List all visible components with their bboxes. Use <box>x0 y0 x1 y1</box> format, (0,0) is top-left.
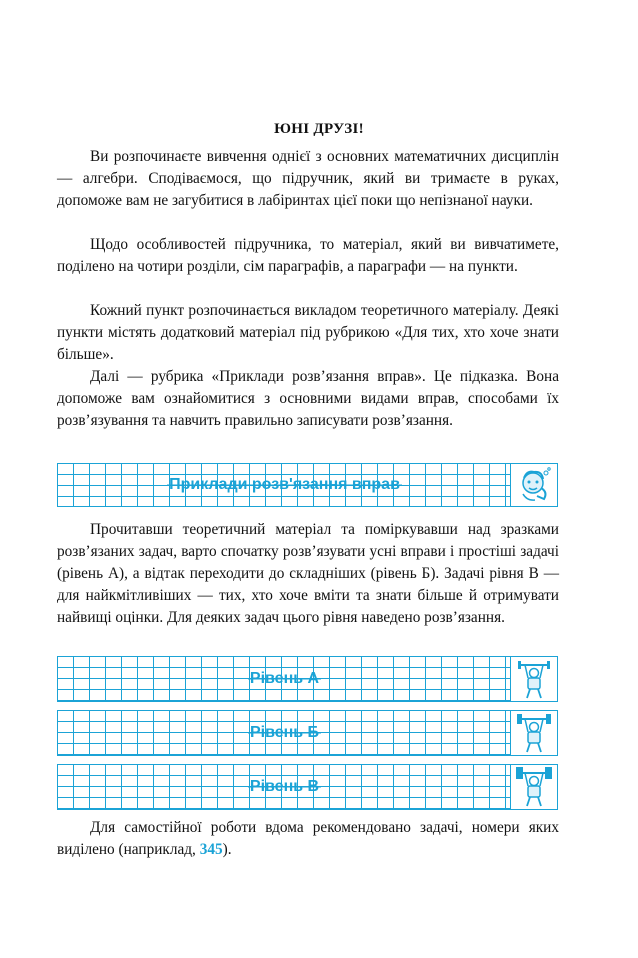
level-c-banner <box>57 764 558 810</box>
thinking-student-icon <box>510 464 557 506</box>
theory-paragraph: Кожний пункт розпочинається викладом теоретичного матеріалу. Деякі пункти містять додатковий матеріал під рубрикою «Для тих, хто хоче знати більше». <box>57 302 559 363</box>
examples-banner <box>57 463 558 507</box>
examples-banner-label: Приклади розв'язання вправ <box>169 476 400 493</box>
homework-paragraph <box>57 817 559 861</box>
homework-text: Для самостійної роботи вдома рекомендовано задачі, номери яких виділено (наприклад, <box>57 819 559 858</box>
levels-paragraph: Прочитавши теоретичний матеріал та поміркувавши над зразками розв’язаних задач, варто спочатку розв’язувати усні вправи і простіші задачі (рівень А), а відтак переходити до складніших (рівень Б). Задачі рівня В — для найкмітливіших — тих, хто хоче вміти та знати більше й отримувати найвищі оцінки. Для деяких задач цього рівня наведено розв’язання. <box>57 521 559 626</box>
examples-paragraph: Далі — рубрика «Приклади розв’язання вправ». Це підказка. Вона допоможе вам ознайомитися з основними видами вправ, способами їх розв’язування та навчить правильно записувати розв’язання. <box>57 368 559 429</box>
level-c-label: Рівень В <box>249 778 320 795</box>
weightlifter-medium-icon <box>510 711 557 755</box>
level-b-label: Рівень Б <box>249 724 320 741</box>
homework-text-end: ). <box>222 841 232 858</box>
weightlifter-heavy-icon <box>510 765 557 809</box>
level-b-banner <box>57 710 558 756</box>
structure-paragraph: Щодо особливостей підручника, то матеріал, який ви вивчатимете, поділено на чотири розділи, сім параграфів, а параграфи — на пункти. <box>57 236 559 275</box>
level-a-banner <box>57 656 558 702</box>
highlighted-task-number: 345 <box>199 841 223 858</box>
page-title: ЮНІ ДРУЗІ! <box>274 121 364 137</box>
weightlifter-light-icon <box>510 657 557 701</box>
level-a-label: Рівень А <box>249 670 320 687</box>
intro-paragraph: Ви розпочинаєте вивчення однієї з основних математичних дисциплін — алгебри. Сподіваємося, що підручник, який ви тримаєте в руках, допоможе вам не загубитися в лабіринтах цієї поки що непізнаної науки. <box>57 148 559 209</box>
